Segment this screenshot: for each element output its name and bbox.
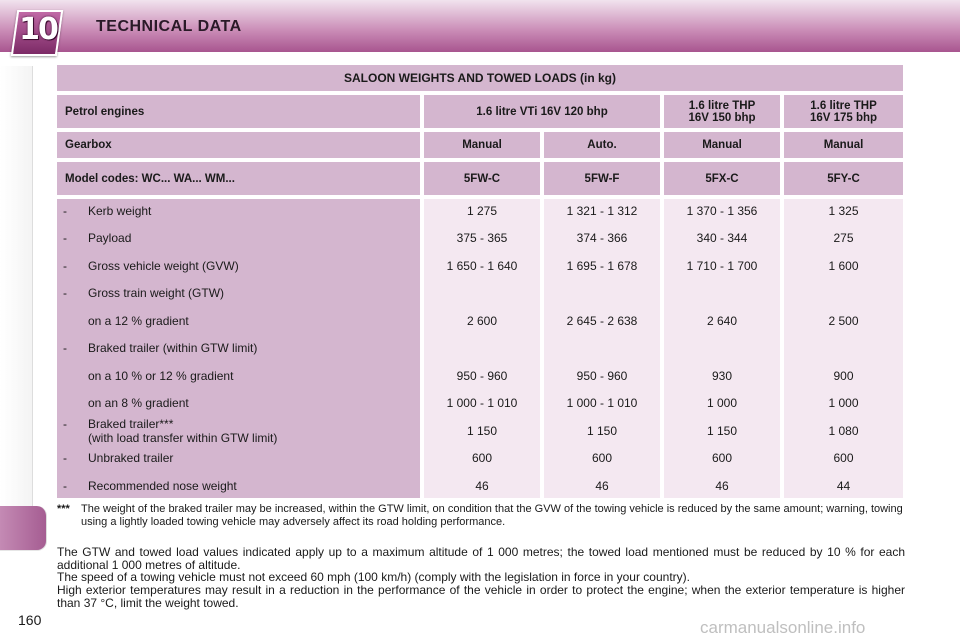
gearbox-label: Gearbox: [57, 132, 420, 158]
row-value: 600: [833, 451, 854, 465]
engine-header: 1.6 litre THP 16V 150 bhp: [664, 95, 780, 128]
row-value: 2 640: [706, 314, 738, 328]
row-value: 375 - 365: [456, 231, 508, 245]
row-value: 1 000 - 1 010: [446, 396, 518, 410]
row-value: 1 695 - 1 678: [566, 259, 638, 273]
row-bullet: -: [63, 259, 67, 273]
row-value: 46: [595, 479, 609, 493]
paragraph-speed: The speed of a towing vehicle must not exceed 60 mph (100 km/h) (comply with the legislation in force in your country).: [57, 570, 690, 584]
row-value: 374 - 366: [576, 231, 628, 245]
row-value: 44: [836, 479, 851, 493]
row-label: on a 10 % or 12 % gradient: [88, 369, 234, 383]
row-value: 2 500: [828, 314, 859, 328]
page-title: TECHNICAL DATA: [96, 18, 242, 35]
row-value: 930: [711, 369, 733, 383]
row-value: 600: [471, 451, 493, 465]
row-value: 1 710 - 1 700: [686, 259, 758, 273]
row-value: 1 000: [828, 396, 859, 410]
row-value: 2 645 - 2 638: [566, 314, 638, 328]
row-value: 1 321 - 1 312: [566, 204, 638, 218]
row-value: 1 080: [828, 424, 859, 438]
gearbox-cell: Auto.: [544, 132, 660, 158]
row-value: 340 - 344: [696, 231, 748, 245]
chapter-number: 10: [19, 12, 57, 47]
row-label: Kerb weight: [88, 204, 152, 218]
row-label: on a 12 % gradient: [88, 314, 189, 328]
row-label: Unbraked trailer: [88, 451, 174, 465]
chapter-tab[interactable]: [0, 110, 33, 155]
row-value: 950 - 960: [576, 369, 628, 383]
chapter-tab[interactable]: [0, 66, 33, 111]
row-bullet: -: [63, 231, 67, 245]
row-bullet: -: [63, 341, 67, 355]
chapter-tab[interactable]: [0, 330, 33, 375]
row-bullet: -: [63, 286, 67, 300]
footnote-text: The weight of the braked trailer may be increased, within the GTW limit, on condition that the GVW of the towing vehicle is reduced by the same amount; warning, towing using a lightly loaded towing vehicle may adversely affect its road holding performance.: [81, 503, 903, 528]
chapter-tabs: [0, 66, 34, 566]
row-value: 46: [475, 479, 489, 493]
row-label: Recommended nose weight: [88, 479, 237, 493]
row-value: 600: [591, 451, 613, 465]
row-value: 46: [715, 479, 729, 493]
chapter-tab[interactable]: [0, 154, 33, 199]
row-label: Gross vehicle weight (GVW): [88, 259, 239, 273]
model-code-cell: 5FX-C: [664, 162, 780, 195]
engines-label: Petrol engines: [57, 95, 420, 128]
chapter-tab[interactable]: [0, 242, 33, 287]
model-code-cell: 5FW-F: [544, 162, 660, 195]
footnote: [57, 503, 907, 529]
engine-header: 1.6 litre VTi 16V 120 bhp: [424, 95, 660, 128]
row-value: 1 600: [828, 259, 859, 273]
row-bullet: -: [63, 417, 67, 431]
row-value: 1 000 - 1 010: [566, 396, 638, 410]
row-value: 1 000: [706, 396, 738, 410]
gearbox-cell: Manual: [784, 132, 903, 158]
row-label: Payload: [88, 231, 132, 245]
row-value: 1 150: [586, 424, 618, 438]
gearbox-cell: Manual: [664, 132, 780, 158]
chapter-tab[interactable]: [0, 418, 33, 463]
page-number: 160: [18, 612, 42, 628]
row-label: Braked trailer*** (with load transfer within GTW limit): [88, 417, 278, 445]
chapter-tab[interactable]: [0, 462, 33, 507]
row-value: 1 275: [466, 204, 498, 218]
row-bullet: -: [63, 204, 67, 218]
row-label: Gross train weight (GTW): [88, 286, 225, 300]
row-value: 1 150: [466, 424, 498, 438]
row-value: 1 150: [706, 424, 738, 438]
table-title: SALOON WEIGHTS AND TOWED LOADS (in kg): [57, 65, 903, 91]
model-code-cell: 5FW-C: [424, 162, 540, 195]
row-value: 1 325: [828, 204, 859, 218]
row-value: 950 - 960: [456, 369, 508, 383]
gearbox-cell: Manual: [424, 132, 540, 158]
watermark: carmanualsonline.info: [700, 618, 866, 637]
row-value: 1 650 - 1 640: [446, 259, 518, 273]
chapter-tab[interactable]: [0, 198, 33, 243]
row-value: 1 370 - 1 356: [686, 204, 758, 218]
paragraph-altitude: The GTW and towed load values indicated apply up to a maximum altitude of 1 000 metres; the towed load mentioned must be reduced by 10 % for each additional 1 000 metres of altitude.: [57, 545, 905, 572]
row-bullet: -: [63, 479, 67, 493]
row-bullet: -: [63, 451, 67, 465]
row-value: 275: [833, 231, 854, 245]
row-value: 600: [711, 451, 733, 465]
row-label: on an 8 % gradient: [88, 396, 189, 410]
row-value: 2 600: [466, 314, 498, 328]
chapter-tab[interactable]: [0, 286, 33, 331]
model-code-cell: 5FY-C: [784, 162, 903, 195]
chapter-tab[interactable]: [0, 374, 33, 419]
model-codes-label: Model codes: WC... WA... WM...: [57, 162, 420, 195]
engine-header: 1.6 litre THP 16V 175 bhp: [784, 95, 903, 128]
row-value: 900: [833, 369, 854, 383]
chapter-tab-active[interactable]: [0, 506, 47, 551]
paragraph-temperature: High exterior temperatures may result in a reduction in the performance of the vehicle in order to protect the engine; when the exterior temperature is higher than 37 °C, limit the weight towed.: [57, 583, 905, 610]
footnote-mark: ***: [57, 503, 70, 515]
row-label: Braked trailer (within GTW limit): [88, 341, 258, 355]
